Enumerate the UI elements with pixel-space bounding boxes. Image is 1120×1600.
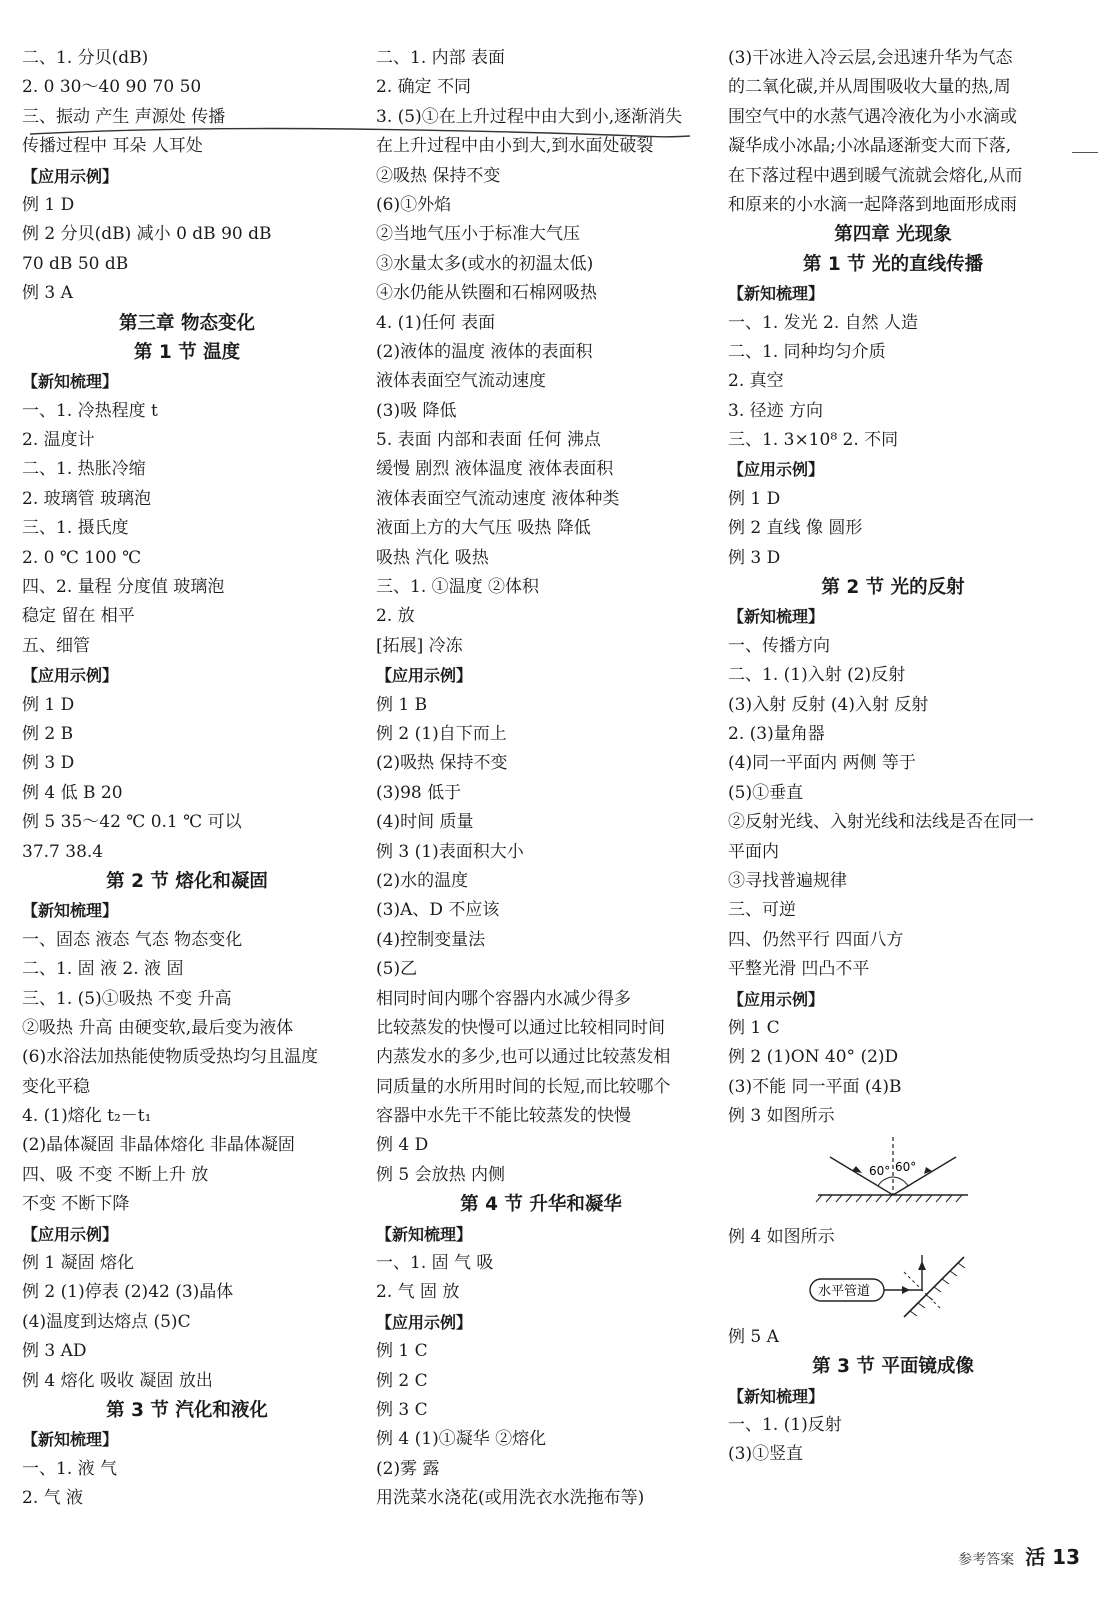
answer-line: 4. (1)任何 表面: [376, 312, 496, 333]
answer-line: 平面内: [728, 841, 779, 862]
answer-line: 2. 气 固 放: [376, 1282, 460, 1303]
subsection-label: 【应用示例】: [728, 989, 825, 1009]
answer-line: 例 4 熔化 吸收 凝固 放出: [22, 1370, 213, 1391]
answer-line: 在下落过程中遇到暖气流就会熔化,从而: [728, 165, 1023, 186]
answer-line: 吸热 汽化 吸热: [376, 547, 489, 568]
answer-line: 例 4 (1)①凝华 ②熔化: [376, 1429, 547, 1450]
answer-line: 例 2 (1)ON 40° (2)D: [728, 1047, 899, 1068]
angle-label-left: 60°: [869, 1164, 891, 1179]
answer-line: (3)不能 同一平面 (4)B: [728, 1076, 902, 1097]
answer-column-right: [728, 44, 1058, 1470]
answer-column-middle: [376, 44, 706, 1514]
answer-line: (4)温度到达熔点 (5)C: [22, 1311, 191, 1332]
answer-line: 三、1. ①温度 ②体积: [376, 577, 540, 598]
subsection-label: 【新知梳理】: [22, 1430, 119, 1450]
answer-line: ②当地气压小于标准大气压: [376, 224, 580, 245]
answer-line: 内蒸发水的多少,也可以通过比较蒸发相: [376, 1047, 671, 1068]
right-column-text-a: [728, 44, 1058, 1131]
answer-line: 平整光滑 凹凸不平: [728, 959, 870, 980]
answer-line: 二、1. 内部 表面: [376, 48, 506, 68]
right-column-text-c: [728, 1323, 1058, 1470]
answer-line: (4)时间 质量: [376, 812, 474, 833]
section-heading: 第 3 节 汽化和液化: [106, 1399, 268, 1421]
answer-line: 四、仍然平行 四面八方: [728, 929, 904, 950]
answer-line: 二、1. 同种均匀介质: [728, 341, 886, 362]
right-column-text-b: [728, 1223, 1058, 1252]
subsection-label: 【应用示例】: [728, 460, 825, 480]
answer-line: 缓慢 剧烈 液体温度 液体表面积: [376, 459, 614, 480]
margin-dash: [1072, 152, 1098, 153]
answer-line: 例 4 如图所示: [728, 1227, 835, 1248]
answer-line: 三、振动 产生 声源处 传播: [22, 106, 226, 127]
subsection-label: 【新知梳理】: [376, 1224, 473, 1244]
answer-line: 容器中水先干不能比较蒸发的快慢: [376, 1106, 631, 1127]
answer-line: 例 3 如图所示: [728, 1106, 835, 1127]
answer-line: 比较蒸发的快慢可以通过比较相同时间: [376, 1017, 665, 1038]
answer-line: ②反射光线、入射光线和法线是否在同一: [728, 812, 1034, 833]
answer-line: 例 1 D: [728, 488, 781, 509]
answer-line: 稳定 留在 相平: [22, 606, 135, 627]
subsection-label: 【应用示例】: [22, 1224, 119, 1244]
answer-line: (5)①垂直: [728, 782, 804, 803]
answer-line: 例 5 A: [728, 1326, 779, 1347]
answer-line: 在上升过程中由小到大,到水面处破裂: [376, 136, 654, 157]
answer-line: 用洗菜水浇花(或用洗衣水洗拖布等): [376, 1488, 645, 1509]
incident-arrow: [902, 1286, 910, 1294]
answer-line: 例 2 (1)自下而上: [376, 723, 507, 744]
section-heading: 第 2 节 光的反射: [821, 577, 965, 599]
answer-line: (3)吸 降低: [376, 400, 457, 421]
answer-line: ④水仍能从铁圈和石棉网吸热: [376, 283, 597, 304]
subsection-label: 【新知梳理】: [22, 901, 119, 921]
answer-line: (2)水的温度: [376, 870, 469, 891]
answer-line: 二、1. (1)入射 (2)反射: [728, 665, 906, 686]
answer-line: 一、1. 冷热程度 t: [22, 400, 158, 421]
subsection-label: 【应用示例】: [376, 1312, 473, 1332]
answer-line: 例 4 D: [376, 1135, 429, 1156]
answer-line: 70 dB 50 dB: [22, 253, 129, 274]
answer-line: 的二氧化碳,并从周围吸收大量的热,周: [728, 77, 1011, 98]
answer-line: 3. 径迹 方向: [728, 400, 824, 421]
subsection-label: 【新知梳理】: [728, 1386, 825, 1406]
section-heading: 第三章 物态变化: [119, 312, 255, 334]
page-number: 活 13: [1025, 1545, 1080, 1569]
answer-line: (5)乙: [376, 959, 418, 980]
answer-line: ③水量太多(或水的初温太低): [376, 253, 594, 274]
answer-line: 三、1. 摄氏度: [22, 518, 129, 539]
page-footer: [958, 1541, 1080, 1570]
answer-line: 例 1 B: [376, 694, 428, 715]
answer-line: ②吸热 升高 由硬变软,最后变为液体: [22, 1017, 294, 1038]
answer-line: 2. (3)量角器: [728, 723, 825, 744]
section-heading: 第 1 节 温度: [133, 341, 241, 363]
section-heading: 第 1 节 光的直线传播: [802, 253, 984, 275]
answer-line: 2. 0 ℃ 100 ℃: [22, 547, 142, 568]
answer-line: 一、固态 液态 气态 物态变化: [22, 929, 243, 950]
answer-line: 例 3 C: [376, 1399, 428, 1420]
answer-line: 例 4 低 B 20: [22, 782, 123, 803]
answer-line: 2. 放: [376, 606, 415, 627]
answer-line: (4)控制变量法: [376, 929, 486, 950]
answer-column-left: [22, 44, 352, 1514]
answer-line: 例 3 AD: [22, 1341, 87, 1362]
answer-line: 例 5 35～42 ℃ 0.1 ℃ 可以: [22, 812, 242, 833]
answer-line: 37.7 38.4: [22, 841, 104, 862]
answer-line: 一、1. 液 气: [22, 1458, 118, 1479]
answer-line: 例 3 A: [22, 283, 73, 304]
answer-line: 例 3 (1)表面积大小: [376, 841, 524, 862]
answer-line: 三、可逆: [728, 900, 796, 921]
pen-strike-mark: [30, 124, 690, 144]
answer-line: 2. 0 30～40 90 70 50: [22, 77, 202, 98]
answer-line: (3)98 低于: [376, 782, 462, 803]
subsection-label: 【新知梳理】: [22, 372, 119, 392]
answer-line: 例 1 D: [22, 694, 75, 715]
answer-line: 不变 不断下降: [22, 1194, 130, 1215]
answer-line: 2. 玻璃管 玻璃泡: [22, 488, 152, 509]
answer-line: (3)①竖直: [728, 1444, 804, 1465]
answer-line: 三、1. (5)①吸热 不变 升高: [22, 988, 232, 1009]
answer-line: 二、1. 分贝(dB): [22, 48, 149, 68]
answer-line: ③寻找普遍规律: [728, 870, 847, 891]
answer-line: 传播过程中 耳朵 人耳处: [22, 136, 203, 157]
subsection-label: 【应用示例】: [376, 666, 473, 686]
answer-line: 例 2 直线 像 圆形: [728, 518, 863, 539]
answer-line: 例 3 D: [22, 753, 75, 774]
answer-line: 三、1. 3×10⁸ 2. 不同: [728, 430, 899, 451]
answer-line: (2)晶体凝固 非晶体熔化 非晶体凝固: [22, 1135, 295, 1156]
subsection-label: 【新知梳理】: [728, 607, 825, 627]
section-heading: 第 3 节 平面镜成像: [812, 1356, 974, 1378]
answer-line: 2. 真空: [728, 371, 784, 392]
answer-line: (3)A、D 不应该: [376, 900, 500, 921]
answer-line: (6)①外焰: [376, 194, 452, 215]
answer-line: 液体表面空气流动速度 液体种类: [376, 488, 620, 509]
answer-line: 一、传播方向: [728, 635, 830, 656]
answer-line: 变化平稳: [22, 1076, 90, 1097]
answer-line: 四、2. 量程 分度值 玻璃泡: [22, 577, 225, 598]
answer-line: 一、1. (1)反射: [728, 1415, 842, 1436]
answer-line: 例 1 凝固 熔化: [22, 1253, 135, 1274]
reflection-figure-example4: [728, 1253, 1058, 1323]
answer-line: (2)吸热 保持不变: [376, 753, 508, 774]
subsection-label: 【应用示例】: [22, 666, 119, 686]
angle-arc-left: [878, 1177, 893, 1186]
angle-label-right: 60°: [895, 1160, 917, 1175]
answer-line: 一、1. 固 气 吸: [376, 1253, 494, 1274]
section-heading: 第四章 光现象: [834, 224, 952, 246]
subsection-label: 【新知梳理】: [728, 284, 825, 304]
answer-line: 例 2 (1)停表 (2)42 (3)晶体: [22, 1282, 234, 1303]
answer-line: 液体表面空气流动速度: [376, 371, 546, 392]
answer-line: (3)入射 反射 (4)入射 反射: [728, 694, 929, 715]
answer-line: (3)干冰进入冷云层,会迅速升华为气态: [728, 48, 1013, 68]
answer-line: 围空气中的水蒸气遇冷液化为小水滴或: [728, 106, 1017, 127]
answer-line: 3. (5)①在上升过程中由大到小,逐渐消失: [376, 106, 683, 127]
answer-line: 四、吸 不变 不断上升 放: [22, 1164, 209, 1185]
answer-line: 例 3 D: [728, 547, 781, 568]
answer-line: 凝华成小冰晶;小冰晶逐渐变大而下落,: [728, 136, 1012, 157]
answer-line: 例 5 会放热 内侧: [376, 1164, 506, 1185]
answer-line: 4. (1)熔化 t₂－t₁: [22, 1106, 152, 1127]
answer-line: 2. 气 液: [22, 1488, 84, 1509]
pipe-label: 水平管道: [818, 1283, 871, 1299]
reflected-arrow: [918, 1261, 926, 1270]
footer-label: 参考答案: [958, 1552, 1015, 1568]
answer-line: 例 1 D: [22, 194, 75, 215]
angle-arc-right: [893, 1177, 908, 1186]
answer-line: 例 2 B: [22, 723, 74, 744]
answer-line: 液面上方的大气压 吸热 降低: [376, 518, 591, 539]
answer-line: 二、1. 热胀冷缩: [22, 459, 146, 480]
section-heading: 第 2 节 熔化和凝固: [106, 870, 268, 892]
answer-line: [拓展] 冷冻: [376, 635, 463, 656]
answer-line: 相同时间内哪个容器内水减少得多: [376, 988, 631, 1009]
answer-line: 五、细管: [22, 635, 90, 656]
answer-line: (2)雾 露: [376, 1458, 440, 1479]
answer-line: 一、1. 发光 2. 自然 人造: [728, 312, 919, 333]
answer-line: 同质量的水所用时间的长短,而比较哪个: [376, 1076, 671, 1097]
section-heading: 第 4 节 升华和凝华: [460, 1194, 622, 1216]
answer-line: (2)液体的温度 液体的表面积: [376, 341, 593, 362]
answer-line: 2. 温度计: [22, 430, 95, 451]
answer-line: 5. 表面 内部和表面 任何 沸点: [376, 430, 601, 451]
reflection-figure-example3: [728, 1131, 1058, 1223]
answer-line: 2. 确定 不同: [376, 77, 472, 98]
answer-line: 例 2 C: [376, 1370, 428, 1391]
answer-line: 例 1 C: [728, 1017, 780, 1038]
answer-line: 二、1. 固 液 2. 液 固: [22, 959, 184, 980]
answer-line: (6)水浴法加热能使物质受热均匀且温度: [22, 1047, 319, 1068]
answer-line: 例 1 C: [376, 1341, 428, 1362]
answer-line: 例 2 分贝(dB) 减小 0 dB 90 dB: [22, 224, 272, 245]
answer-line: ②吸热 保持不变: [376, 165, 501, 186]
answer-line: 和原来的小水滴一起降落到地面形成雨: [728, 194, 1017, 215]
mirror-hatching: [816, 1195, 962, 1202]
answer-line: (4)同一平面内 两侧 等于: [728, 753, 916, 774]
subsection-label: 【应用示例】: [22, 166, 119, 186]
